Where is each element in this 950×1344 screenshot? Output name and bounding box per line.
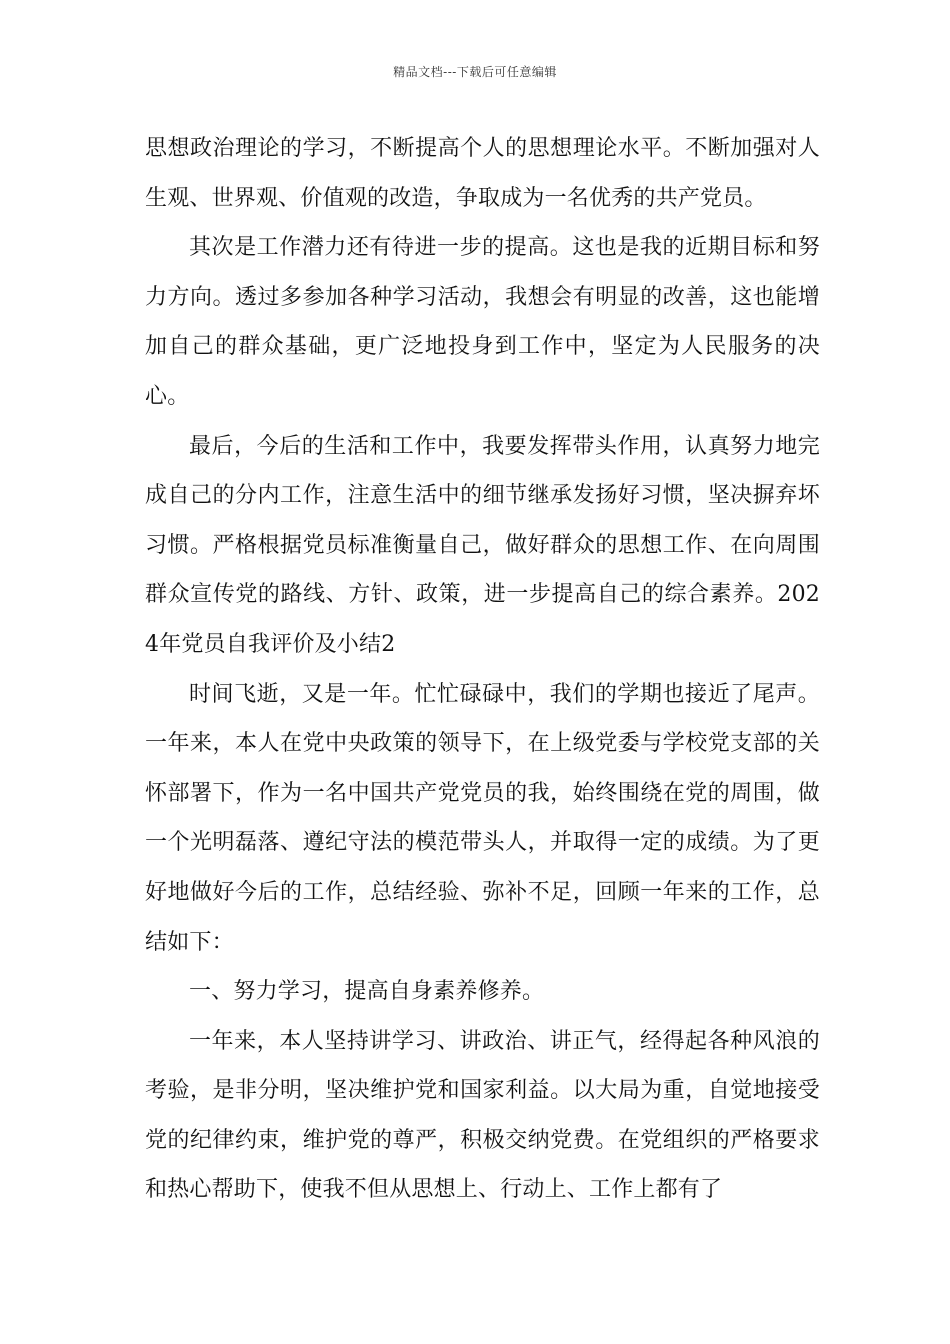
document-body: [145, 124, 820, 1215]
section-heading-study: 一、努力学习，提高自身素养修养。: [189, 979, 545, 1005]
paragraph-finally: 最后，今后的生活和工作中，我要发挥带头作用，认真努力地完成自己的分内工作，注意生活中的细节继承发扬好习惯，坚决摒弃坏习惯。严格根据党员标准衡量自己，做好群众的思想工作、在向周围群众宣传党的路线、方针、政策，进一步提高自己的综合素养。2024年党员自我评价及小结2: [145, 433, 820, 657]
page-header: 精品文档---下载后可任意编辑: [393, 65, 557, 79]
paragraph-work-potential: 其次是工作潜力还有待进一步的提高。这也是我的近期目标和努力方向。透过多参加各种学习活动，我想会有明显的改善，这也能增加自己的群众基础，更广泛地投身到工作中，坚定为人民服务的决心。: [145, 235, 820, 409]
paragraph-year-review: 一年来，本人坚持讲学习、讲政治、讲正气，经得起各种风浪的考验，是非分明，坚决维护党和国家利益。以大局为重，自觉地接受党的纪律约束，维护党的尊严，积极交纳党费。在党组织的严格要求和热心帮助下，使我不但从思想上、行动上、工作上都有了: [145, 1028, 820, 1203]
paragraph-continuation: 思想政治理论的学习，不断提高个人的思想理论水平。不断加强对人生观、世界观、价值观的改造，争取成为一名优秀的共产党员。: [145, 136, 820, 211]
paragraph-time-flies: 时间飞逝，又是一年。忙忙碌碌中，我们的学期也接近了尾声。一年来，本人在党中央政策的领导下，在上级党委与学校党支部的关怀部署下，作为一名中国共产党党员的我，始终围绕在党的周围，做一个光明磊落、遵纪守法的模范带头人，并取得一定的成绩。为了更好地做好今后的工作，总结经验、弥补不足，回顾一年来的工作，总结如下：: [145, 681, 820, 955]
